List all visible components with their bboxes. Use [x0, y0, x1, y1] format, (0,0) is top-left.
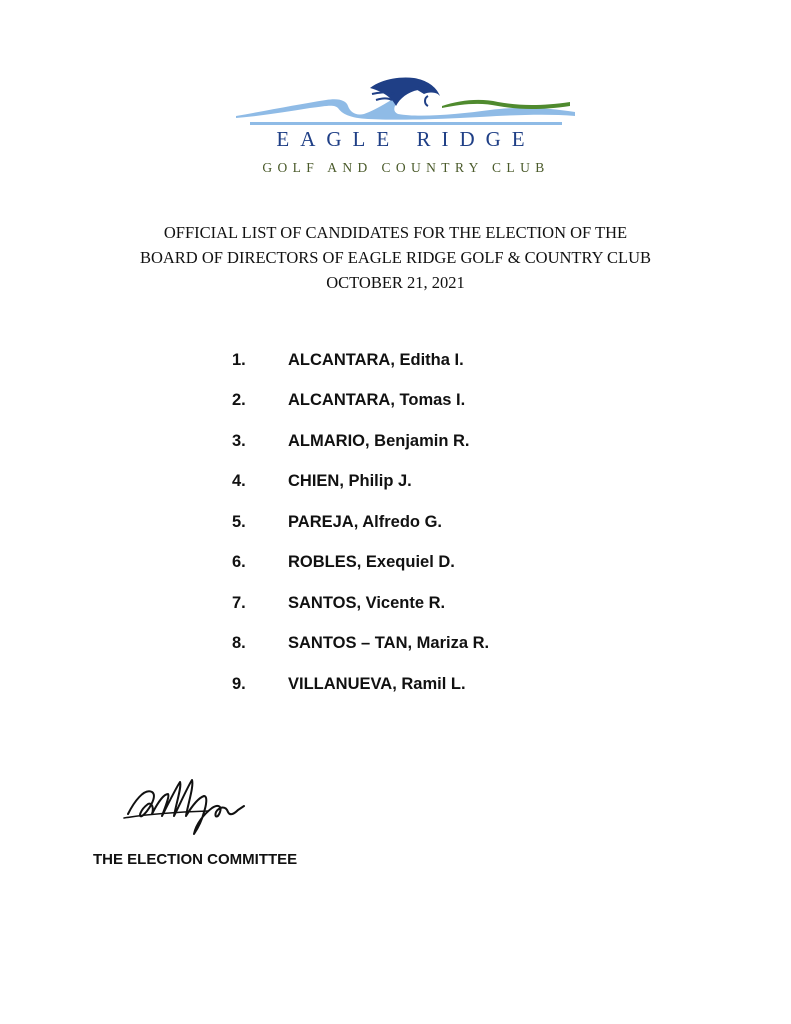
eagle-ridge-logo-graphic [230, 70, 582, 130]
candidate-item [232, 340, 489, 381]
club-logo [230, 70, 582, 185]
heading-line-1: OFFICIAL LIST OF CANDIDATES FOR THE ELECTION OF THE [163, 223, 628, 242]
candidate-number: 9. [232, 674, 246, 693]
candidate-name: ALCANTARA, Tomas I. [288, 391, 466, 410]
election-committee-label: THE ELECTION COMMITTEE [93, 851, 298, 868]
candidate-item [232, 462, 489, 503]
candidate-item [232, 381, 489, 422]
candidate-item [232, 664, 489, 705]
candidate-item [232, 421, 489, 462]
candidate-number: 7. [232, 593, 246, 612]
heading-line-2: BOARD OF DIRECTORS OF EAGLE RIDGE GOLF & COUNTRY CLUB [139, 248, 652, 267]
candidate-name: SANTOS, Vicente R. [288, 593, 446, 612]
candidate-number: 3. [232, 431, 246, 450]
candidate-number: 2. [232, 391, 246, 410]
logo-club-name: EAGLE RIDGE [276, 127, 536, 151]
logo-green-hill [442, 100, 570, 109]
candidate-name: SANTOS – TAN, Mariza R. [288, 634, 490, 653]
candidate-number: 1. [232, 350, 246, 369]
candidate-name: CHIEN, Philip J. [288, 472, 412, 491]
logo-eagle-eye [425, 96, 428, 106]
candidate-name: ALCANTARA, Editha I. [288, 350, 464, 369]
candidate-number: 8. [232, 634, 246, 653]
signature [118, 762, 318, 844]
logo-eagle-streak-2 [376, 99, 392, 101]
logo-underline [250, 122, 562, 125]
candidate-number: 6. [232, 553, 246, 572]
heading-date: OCTOBER 21, 2021 [326, 273, 465, 292]
handwritten-signature-icon [118, 762, 318, 844]
candidate-item [232, 543, 489, 584]
candidate-item [232, 502, 489, 543]
candidate-item [232, 583, 489, 624]
candidate-list [232, 340, 489, 705]
document-heading [60, 220, 731, 295]
candidate-name: PAREJA, Alfredo G. [288, 512, 443, 531]
candidate-item [232, 624, 489, 665]
candidate-name: ALMARIO, Benjamin R. [288, 431, 470, 450]
candidate-name: VILLANUEVA, Ramil L. [288, 674, 466, 693]
candidate-number: 4. [232, 472, 246, 491]
logo-eagle-streak-1 [372, 93, 394, 95]
candidate-number: 5. [232, 512, 246, 531]
candidate-name: ROBLES, Exequiel D. [288, 553, 455, 572]
logo-club-subtitle: GOLF AND COUNTRY CLUB [262, 160, 550, 175]
